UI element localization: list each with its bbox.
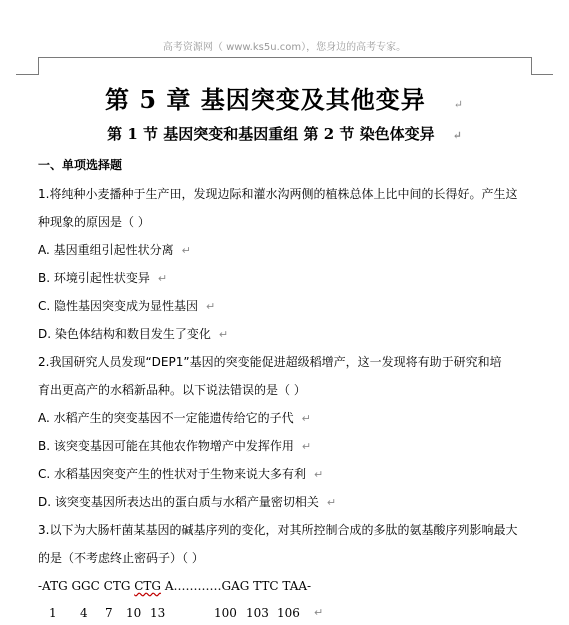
q2-stem-line1: 2.我国研究人员发现“DEP1”基因的突变能促进超级稻增产，这一发现将有助于研究和培 [38,355,502,369]
q1-option-d-text: D. 染色体结构和数目发生了变化 [38,327,211,341]
q2-option-d-text: D. 该突变基因所表达出的蛋白质与水稻产量密切相关 [38,495,319,509]
section-subtitle-text: 第 1 节 基因突变和基因重组 第 2 节 染色体变异 [107,125,435,143]
q1-option-c [38,298,215,315]
position-number: 1 [49,606,57,620]
dna-sequence-part3: A…………GAG TTC TAA- [161,579,312,593]
paragraph-mark: ↵ [301,412,311,425]
paragraph-mark: ↵ [314,468,324,481]
position-number: 106 [277,606,300,620]
position-number: 4 [80,606,88,620]
position-number: 100 [214,606,237,620]
q1-option-d [38,326,228,343]
q2-option-b-text: B. 该突变基因可能在其他农作物增产中发挥作用 [38,439,294,453]
position-number: 103 [246,606,269,620]
paragraph-mark: ↵ [453,98,464,111]
chapter-title [0,80,569,115]
chapter-title-text: 第 5 章 基因突变及其他变异 [105,85,426,114]
q1-option-b [38,270,167,287]
paragraph-mark: ↵ [452,129,462,142]
section-heading [38,157,122,173]
paragraph-mark: ↵ [314,606,324,619]
q1-stem-line2: 种现象的原因是（ ） [38,215,150,229]
page-header-text: 高考资源网（ www.ks5u.com），您身边的高考专家。 [162,42,407,53]
section-subtitle [0,123,569,144]
position-number: 7 [105,606,113,620]
dna-sequence [38,578,311,594]
corner-mark-right-h [531,74,553,75]
dna-sequence-underlined-codon: CTG [134,579,162,593]
q2-option-a-text: A. 水稻产生的突变基因不一定能遗传给它的子代 [38,411,294,425]
q3-stem-line2: 的是（不考虑终止密码子）（ ） [38,551,204,565]
q2-option-b [38,438,311,455]
section-heading-text: 一、单项选择题 [38,158,123,172]
paragraph-mark: ↵ [181,244,191,257]
dna-sequence-part1: -ATG GGC CTG [38,579,135,593]
q2-option-c [38,466,323,483]
paragraph-mark: ↵ [206,300,216,313]
paragraph-mark: ↵ [326,496,337,509]
q3-stem-line1: 3.以下为大肠杆菌某基因的碱基序列的变化，对其所控制合成的多肽的氨基酸序列影响最大 [38,523,518,537]
paragraph-mark: ↵ [218,328,229,341]
header-rule [38,57,531,58]
position-number: 10 [126,606,142,620]
q1-option-c-text: C. 隐性基因突变成为显性基因 [38,299,199,313]
q1-stem-line1: 1.将纯种小麦播种于生产田，发现边际和灌水沟两侧的植株总体上比中间的长得好。产生这 [38,187,518,201]
corner-mark-left-h [16,74,38,75]
q2-stem-line2: 育出更高产的水稻新品种。以下说法错误的是（ ） [38,383,306,397]
position-number: 13 [150,606,166,620]
q1-option-a-text: A. 基因重组引起性状分离 [38,243,174,257]
corner-mark-left-v [38,57,39,75]
q2-option-c-text: C. 水稻基因突变产生的性状对于生物来说大多有利 [38,467,307,481]
paragraph-mark: ↵ [157,272,168,285]
q2-option-a [38,410,311,427]
q2-option-d [38,494,336,511]
corner-mark-right-v [531,57,532,75]
q1-option-a [38,242,191,259]
paragraph-mark: ↵ [301,440,312,453]
q1-option-b-text: B. 环境引起性状变异 [38,271,150,285]
